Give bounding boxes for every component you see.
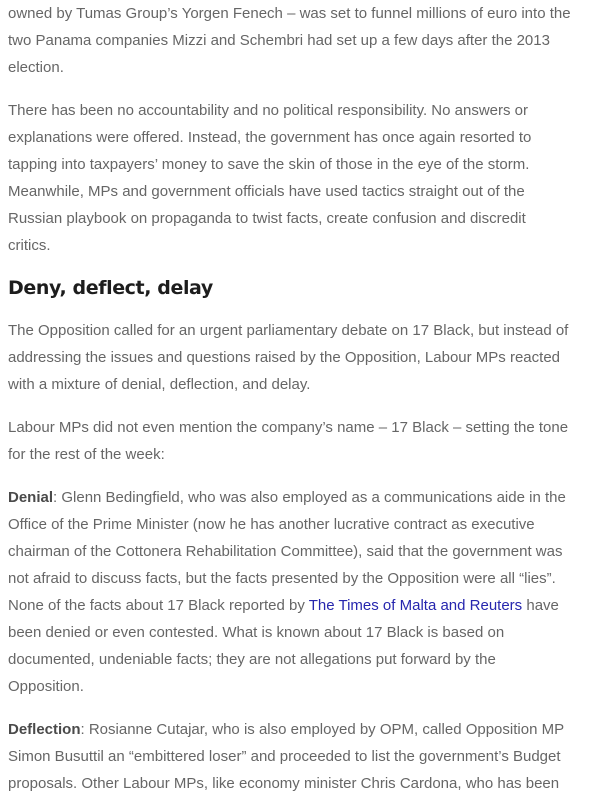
text-run: explanations were offered. Instead, the government has once again resorted to: [8, 129, 532, 146]
text-run: : Glenn Bedingfield, who was also employed as a communications aide in the: [53, 489, 566, 506]
paragraph: [8, 317, 592, 398]
text-line: [8, 538, 592, 565]
text-run: Meanwhile, MPs and government officials have used tactics straight out of the: [8, 183, 525, 200]
text-line: [8, 646, 592, 673]
text-run: Labour MPs did not even mention the company’s name – 17 Black – setting the tone: [8, 419, 569, 436]
text-run: Russian playbook on propaganda to twist facts, create confusion and discredit: [8, 210, 526, 227]
text-run: for the rest of the week:: [8, 446, 165, 463]
text-run: been denied or even contested. What is known about 17 Black is based on: [8, 624, 505, 641]
paragraph: [8, 414, 592, 468]
text-line: [8, 673, 592, 700]
text-line: [8, 97, 592, 124]
text-line: [8, 484, 592, 511]
text-run: critics.: [8, 237, 51, 254]
text-run: Office of the Prime Minister (now he has another lucrative contract as executive: [8, 516, 535, 533]
text-run: election.: [8, 59, 64, 76]
text-line: [8, 0, 592, 27]
text-run: The Opposition called for an urgent parliamentary debate on 17 Black, but instead of: [8, 322, 569, 339]
text-line: [8, 371, 592, 398]
text-line: [8, 414, 592, 441]
text-line: [8, 54, 592, 81]
times-of-malta-reuters-link[interactable]: The Times of Malta and Reuters: [308, 597, 523, 614]
text-run: with a mixture of denial, deflection, and delay.: [8, 376, 311, 393]
text-line: [8, 592, 592, 619]
text-line: [8, 232, 592, 259]
text-run: owned by Tumas Group’s Yorgen Fenech – was set to funnel millions of euro into the: [8, 5, 571, 22]
text-line: [8, 317, 592, 344]
text-run: not afraid to discuss facts, but the facts presented by the Opposition were all “lies”.: [8, 570, 556, 587]
paragraph: [8, 97, 592, 259]
text-line: [8, 619, 592, 646]
text-line: [8, 565, 592, 592]
text-line: [8, 275, 592, 302]
text-line: [8, 27, 592, 54]
text-line: [8, 770, 592, 797]
text-run: Simon Busuttil an “embittered loser” and proceeded to list the government’s Budget: [8, 748, 561, 765]
text-run: Opposition.: [8, 678, 84, 695]
text-run: two Panama companies Mizzi and Schembri had set up a few days after the 2013: [8, 32, 550, 49]
paragraph: [8, 0, 592, 81]
text-line: [8, 441, 592, 468]
text-run: addressing the issues and questions raised by the Opposition, Labour MPs reacted: [8, 349, 560, 366]
section-heading: [8, 275, 592, 302]
text-run: : Rosianne Cutajar, who is also employed by OPM, called Opposition MP: [80, 721, 565, 738]
bold-lead-word: Denial: [8, 489, 54, 506]
text-line: [8, 344, 592, 371]
text-line: [8, 178, 592, 205]
bold-lead-word: Deflection: [8, 721, 81, 738]
text-run: tapping into taxpayers’ money to save the skin of those in the eye of the storm.: [8, 156, 530, 173]
text-run: chairman of the Cottonera Rehabilitation Committee), said that the government was: [8, 543, 563, 560]
paragraph: [8, 484, 592, 700]
text-run: There has been no accountability and no political responsibility. No answers or: [8, 102, 529, 119]
text-run: Deny, deflect, delay: [8, 277, 213, 299]
text-run: have: [522, 597, 559, 614]
text-run: documented, undeniable facts; they are not allegations put forward by the: [8, 651, 496, 668]
text-line: [8, 511, 592, 538]
text-run: proposals. Other Labour MPs, like economy minister Chris Cardona, who has been: [8, 775, 560, 792]
text-line: [8, 124, 592, 151]
text-line: [8, 151, 592, 178]
text-line: [8, 205, 592, 232]
paragraph: [8, 716, 592, 797]
text-line: [8, 716, 592, 743]
text-line: [8, 743, 592, 770]
text-run: None of the facts about 17 Black reported by: [8, 597, 309, 614]
